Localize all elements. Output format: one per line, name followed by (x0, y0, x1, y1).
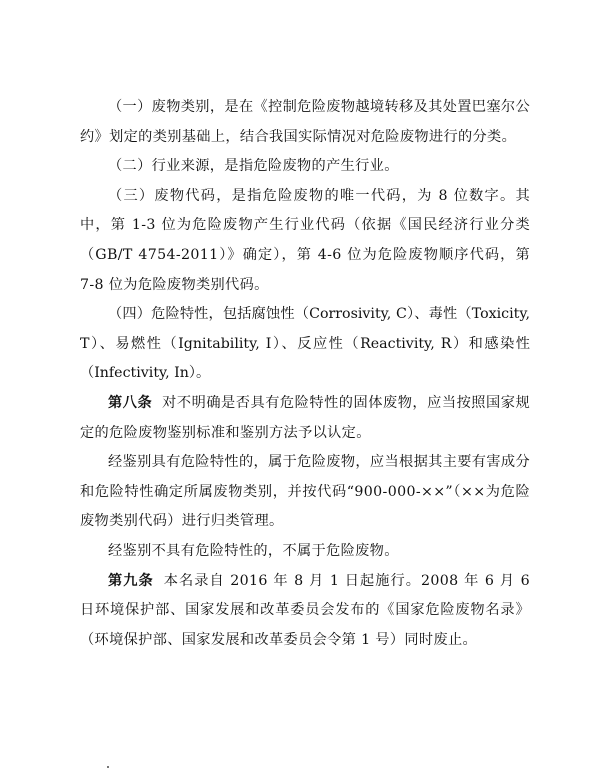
paragraph-waste-code (80, 182, 530, 300)
paragraph-text: 经鉴别具有危险特性的，属于危险废物，应当根据其主要有害成分和危险特性确定所属废物类别，并按代码“900-000-××”（××为危险废物类别代码）进行归类管理。 (80, 454, 530, 530)
paragraph-identified-hazardous (80, 448, 530, 537)
paragraph-text: （一）废物类别，是在《控制危险废物越境转移及其处置巴塞尔公约》划定的类别基础上，结合我国实际情况对危险废物进行的分类。 (80, 99, 530, 145)
paragraph-waste-category (80, 93, 530, 152)
document-body (80, 93, 530, 655)
paragraph-text: 本名录自 2016 年 8 月 1 日起施行。2008 年 6 月 6 日环境保护部、国家发展和改革委员会发布的《国家危险废物名录》（环境保护部、国家发展和改革委员会令第 1 号）同时废止。 (80, 572, 530, 648)
article-eight (80, 389, 530, 448)
paragraph-text: （二）行业来源，是指危险废物的产生行业。 (108, 158, 399, 175)
paragraph-hazard-characteristics (80, 300, 530, 389)
paragraph-text: 对不明确是否具有危险特性的固体废物，应当按照国家规定的危险废物鉴别标准和鉴别方法予以认定。 (80, 394, 530, 441)
paragraph-text: 经鉴别不具有危险特性的，不属于危险废物。 (108, 542, 399, 559)
article-label: 第九条 (108, 572, 154, 589)
paragraph-identified-not-hazardous (80, 537, 530, 567)
paragraph-text: （四）危险特性，包括腐蚀性（Corrosivity, C）、毒性（Toxicity, T）、易燃性（Ignitability, I）、反应性（Reactivity, R）和感染性（Infectivity, In）。 (80, 306, 530, 382)
article-label: 第八条 (108, 394, 153, 411)
article-nine (80, 567, 530, 656)
scan-speck (107, 766, 109, 768)
paragraph-text: （三）废物代码，是指危险废物的唯一代码，为 8 位数字。其中，第 1-3 位为危险废物产生行业代码（依据《国民经济行业分类（GB/T 4754-2011）》确定），第 4-6 位为危险废物顺序代码，第 7-8 位为危险废物类别代码。 (80, 187, 530, 293)
paragraph-industry-source (80, 152, 530, 182)
